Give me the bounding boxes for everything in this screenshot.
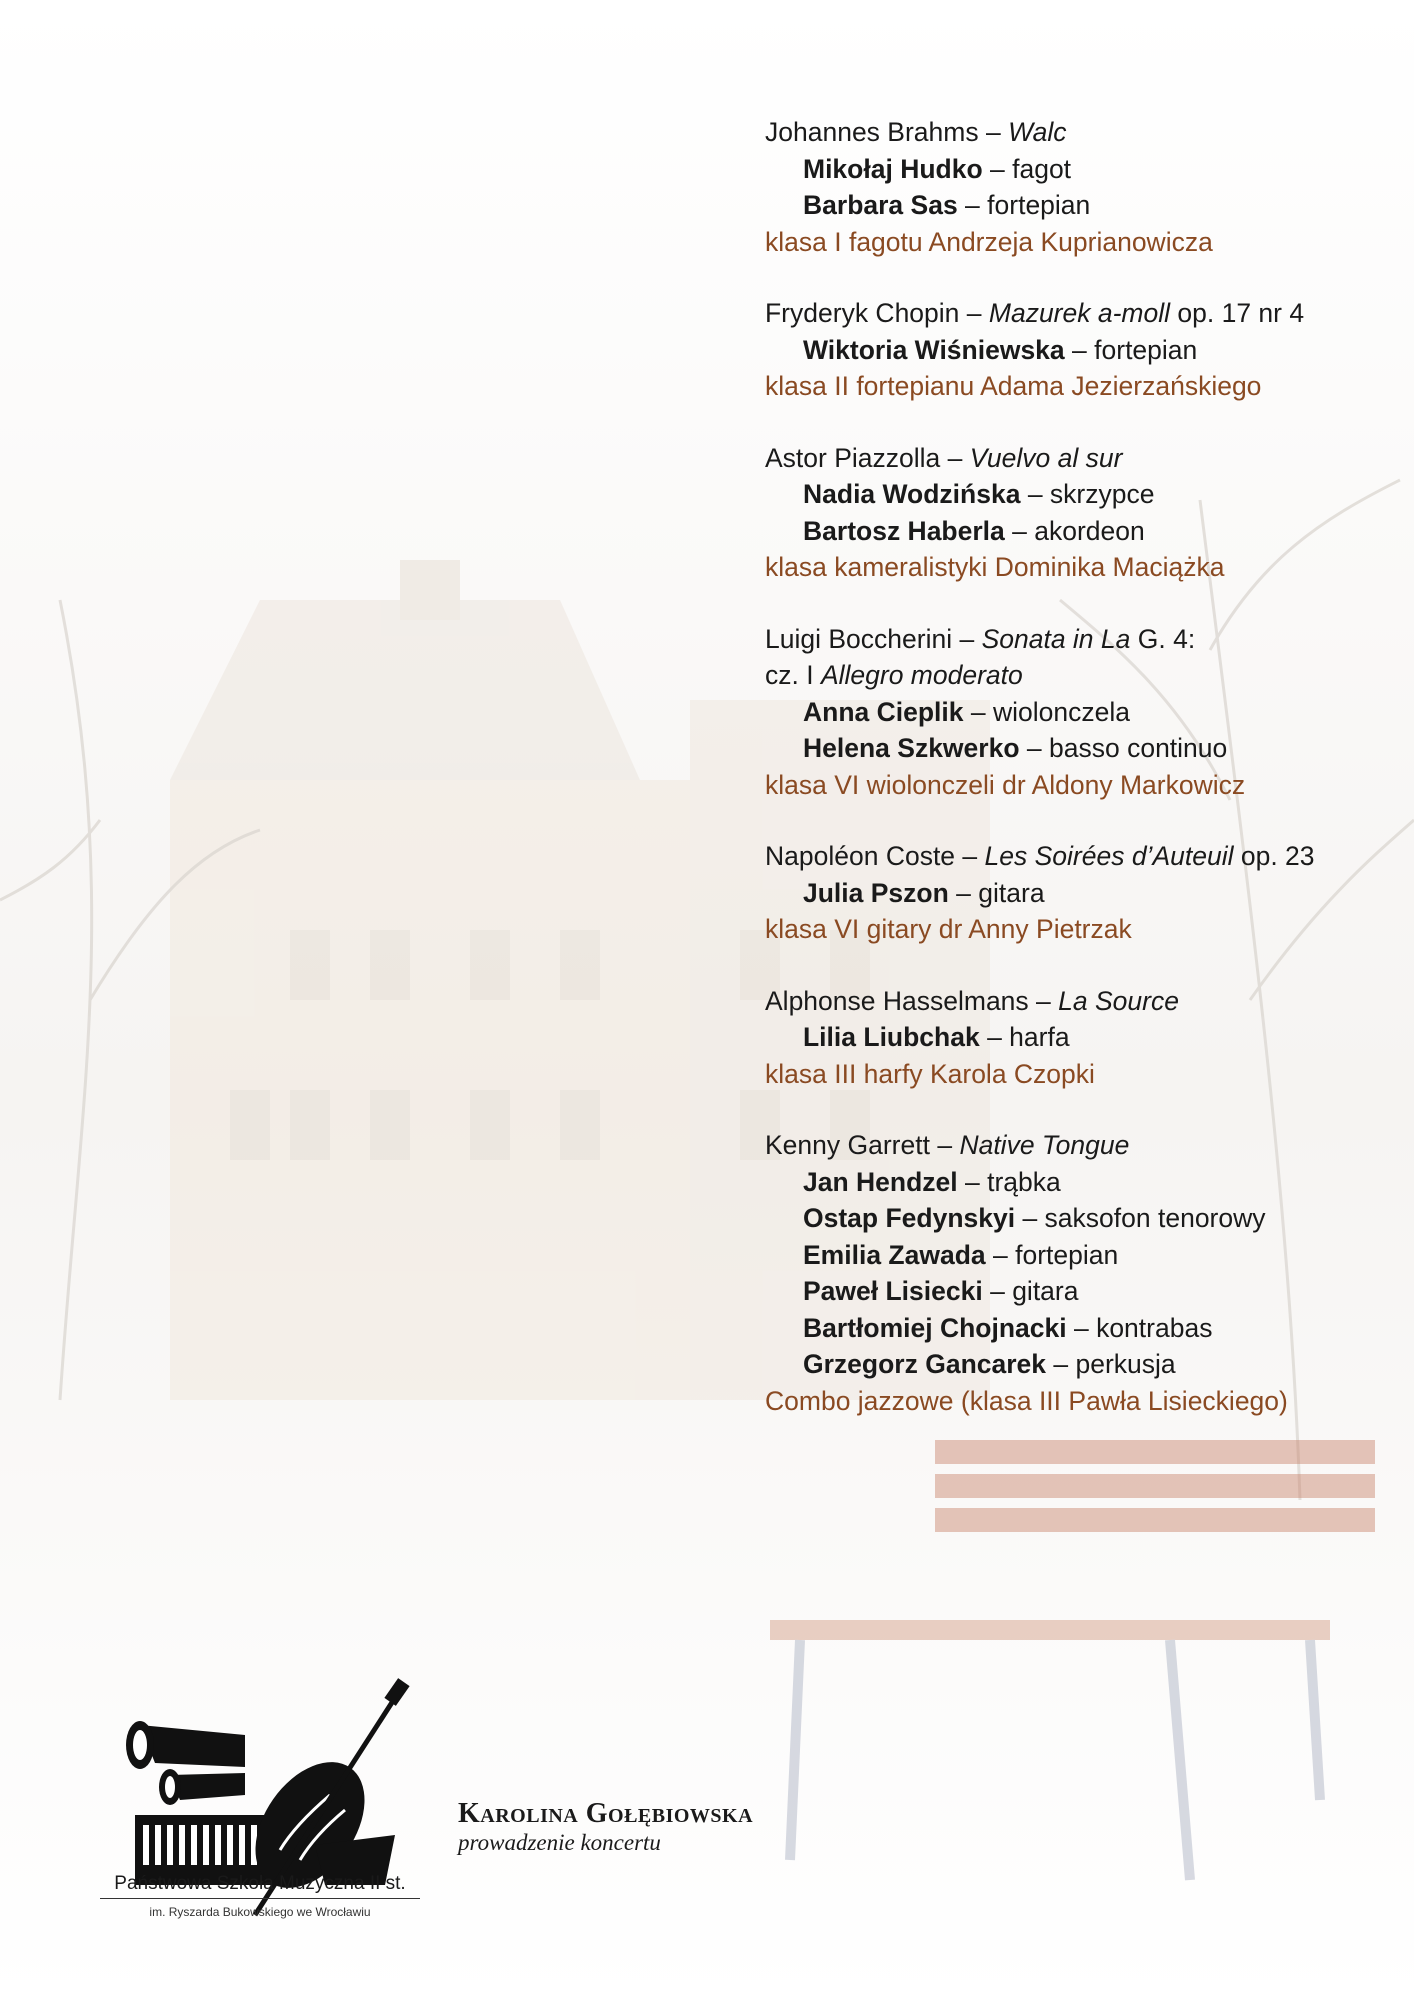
performer-instrument: kontrabas: [1096, 1312, 1213, 1343]
teacher-class: klasa kameralistyki Dominika Maciążka: [765, 552, 1225, 582]
program-piece: [765, 983, 1385, 1093]
performer: [765, 875, 1385, 912]
performer-name: Nadia Wodzińska: [803, 479, 1021, 509]
school-subtitle: im. Ryszarda Bukowskiego we Wrocławiu: [149, 1905, 371, 1919]
performer-instrument: fagot: [1012, 153, 1072, 184]
composer: Napoléon Coste: [765, 841, 956, 871]
separator: –: [952, 623, 982, 654]
piece-heading: [765, 838, 1385, 875]
separator: –: [959, 298, 989, 328]
concert-program: [765, 114, 1385, 1454]
teacher-class: klasa II fortepianu Adama Jezierzańskiego: [765, 371, 1262, 401]
school-underline: [100, 1898, 420, 1899]
program-piece: [765, 114, 1385, 260]
piece-opus: G. 4:: [1130, 623, 1196, 654]
performer: [765, 513, 1385, 550]
piece-opus: op. 17 nr 4: [1170, 298, 1305, 328]
composer: Alphonse Hasselmans: [765, 985, 1029, 1016]
separator: –: [1046, 1349, 1076, 1379]
separator: –: [957, 190, 988, 220]
teacher-class: klasa I fagotu Andrzeja Kuprianowicza: [765, 226, 1213, 257]
piece-title: La Source: [1058, 985, 1179, 1016]
performer-instrument: akordeon: [1034, 515, 1145, 546]
separator: –: [982, 1276, 1013, 1306]
separator: –: [929, 1130, 960, 1160]
performer-instrument: saksofon tenorowy: [1044, 1203, 1266, 1233]
piece-heading: [765, 440, 1385, 477]
performer-name: Paweł Lisiecki: [803, 1276, 983, 1306]
performer-instrument: fortepian: [1015, 1239, 1119, 1270]
piece-heading: [765, 1127, 1385, 1164]
school-name: Państwowa Szkoła Muzyczna II st.: [114, 1873, 406, 1894]
piece-title: Walc: [1008, 117, 1067, 147]
performer-name: Wiktoria Wiśniewska: [803, 334, 1065, 365]
composer: Johannes Brahms: [765, 117, 979, 147]
piece-heading: [765, 983, 1385, 1020]
performer: [765, 1200, 1385, 1237]
movement-number: cz. I: [765, 660, 821, 690]
performer: [765, 1164, 1385, 1201]
piece-opus: op. 23: [1233, 841, 1315, 871]
program-piece: [765, 1127, 1385, 1419]
separator: –: [1015, 1203, 1045, 1233]
separator: –: [985, 1239, 1016, 1270]
performer-name: Grzegorz Gancarek: [803, 1349, 1047, 1379]
performer-name: Julia Pszon: [803, 877, 949, 908]
composer: Luigi Boccherini: [765, 623, 953, 654]
separator: –: [979, 1022, 1010, 1052]
performer-name: Helena Szkwerko: [803, 733, 1020, 763]
separator: –: [940, 442, 970, 473]
performer-instrument: harfa: [1009, 1022, 1070, 1052]
composer: Fryderyk Chopin: [765, 298, 960, 328]
performer: [765, 187, 1385, 224]
piece-heading: [765, 621, 1385, 658]
performer-instrument: basso continuo: [1049, 733, 1228, 763]
separator: –: [1004, 515, 1035, 546]
performer: [765, 1310, 1385, 1347]
performer-name: Jan Hendzel: [803, 1166, 958, 1197]
performer-name: Lilia Liubchak: [803, 1022, 980, 1052]
performer: [765, 1346, 1385, 1383]
performer-instrument: skrzypce: [1049, 479, 1155, 509]
performer-instrument: fortepian: [987, 190, 1091, 220]
host-name: Karolina Gołębiowska: [458, 1798, 754, 1829]
separator: –: [963, 696, 993, 727]
concert-host: [458, 1798, 753, 1856]
performer: [765, 476, 1385, 513]
separator: –: [1066, 1312, 1097, 1343]
performer: [765, 1273, 1385, 1310]
separator: –: [1064, 334, 1095, 365]
separator: –: [957, 1166, 988, 1197]
teacher-class: klasa VI gitary dr Anny Pietrzak: [765, 914, 1132, 944]
composer: Kenny Garrett: [765, 1130, 930, 1160]
performer-name: Anna Cieplik: [803, 696, 964, 727]
performer-name: Bartłomiej Chojnacki: [803, 1312, 1067, 1343]
performer-instrument: fortepian: [1094, 334, 1198, 365]
teacher-class: klasa III harfy Karola Czopki: [765, 1058, 1095, 1089]
composer: Astor Piazzolla: [765, 442, 941, 473]
host-role: prowadzenie koncertu: [458, 1830, 661, 1855]
separator: –: [955, 841, 985, 871]
performer: [765, 1237, 1385, 1274]
separator: –: [1019, 733, 1049, 763]
piece-movement: [765, 657, 1385, 694]
piece-heading: [765, 114, 1385, 151]
performer-instrument: gitara: [1012, 1276, 1079, 1306]
performer-instrument: perkusja: [1075, 1349, 1176, 1379]
performer: [765, 730, 1385, 767]
performer: [765, 1019, 1385, 1056]
separator: –: [1028, 985, 1059, 1016]
performer-name: Emilia Zawada: [803, 1239, 986, 1270]
piece-title: Mazurek a-moll: [988, 298, 1171, 328]
separator: –: [948, 877, 979, 908]
teacher-class: klasa VI wiolonczeli dr Aldony Markowicz: [765, 769, 1246, 800]
performer: [765, 694, 1385, 731]
performer-instrument: trąbka: [987, 1166, 1061, 1197]
performer-name: Mikołaj Hudko: [803, 153, 983, 184]
movement-name: Allegro moderato: [820, 660, 1023, 690]
piece-title: Native Tongue: [959, 1130, 1130, 1160]
separator: –: [982, 153, 1013, 184]
piece-title: Les Soirées d’Auteuil: [984, 841, 1234, 871]
performer-name: Barbara Sas: [803, 190, 958, 220]
program-piece: [765, 440, 1385, 586]
performer-instrument: gitara: [978, 877, 1045, 908]
program-piece: [765, 621, 1385, 804]
program-piece: [765, 838, 1385, 948]
teacher-class: Combo jazzowe (klasa III Pawła Lisieckiego): [765, 1385, 1288, 1416]
performer: [765, 151, 1385, 188]
program-piece: [765, 295, 1385, 405]
performer-name: Bartosz Haberla: [803, 515, 1005, 546]
piece-heading: [765, 295, 1385, 332]
performer-instrument: wiolonczela: [992, 696, 1130, 727]
piece-title: Vuelvo al sur: [969, 442, 1123, 473]
separator: –: [1020, 479, 1050, 509]
performer-name: Ostap Fedynskyi: [803, 1203, 1016, 1233]
piece-title: Sonata in La: [981, 623, 1131, 654]
performer: [765, 332, 1385, 369]
separator: –: [978, 117, 1009, 147]
